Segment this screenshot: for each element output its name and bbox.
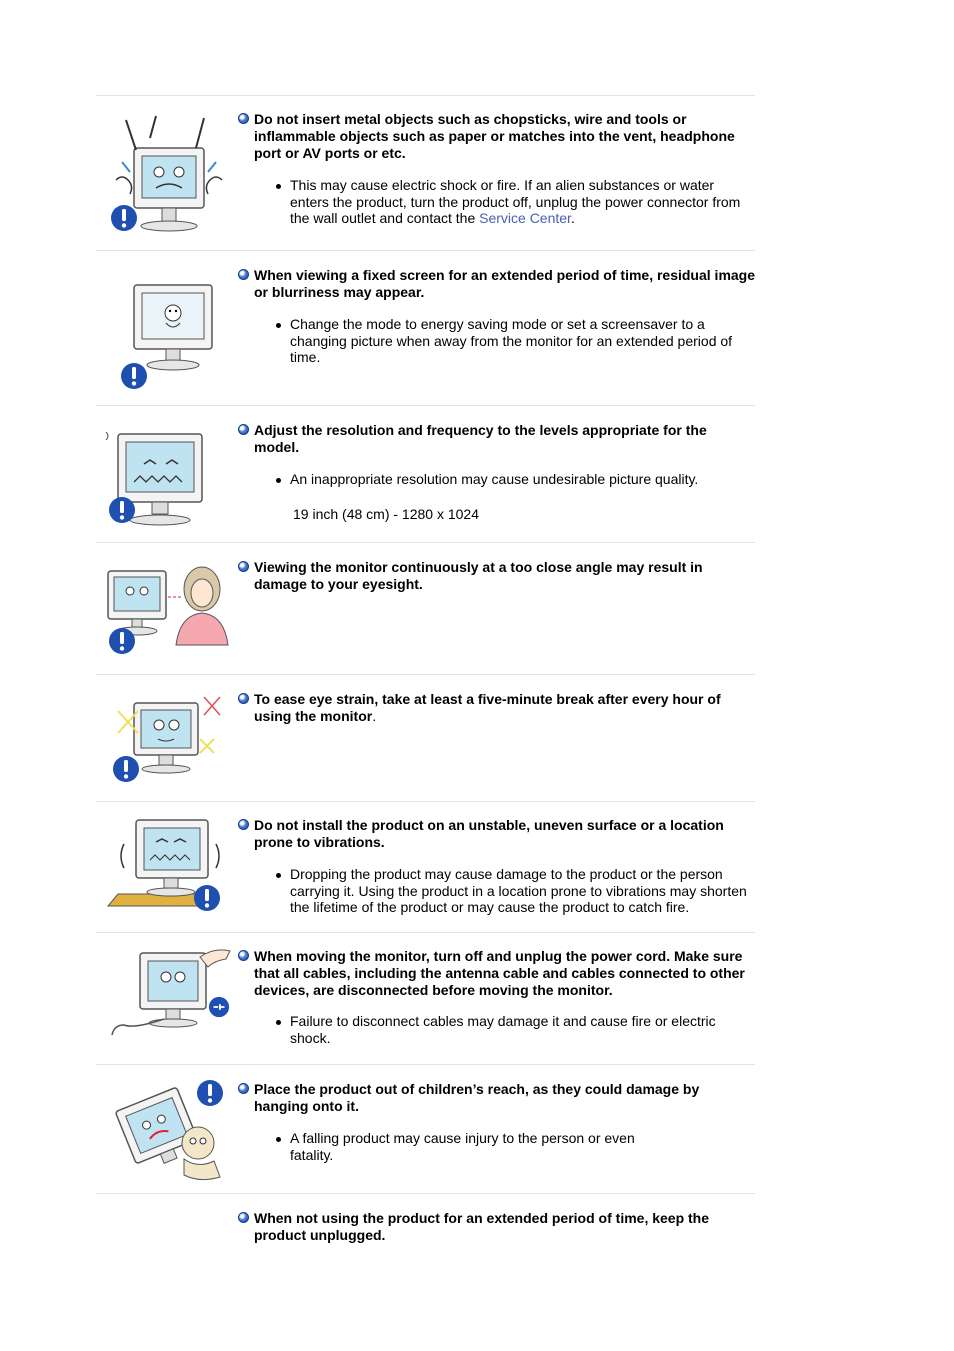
bullet-icon <box>238 950 249 961</box>
warning-icon <box>110 204 138 232</box>
section-details <box>274 316 754 366</box>
warning-icon <box>112 755 140 783</box>
safety-item-unplug-unused <box>96 1202 755 1262</box>
section-details <box>274 1130 654 1163</box>
service-center-link[interactable]: Service Center <box>479 210 571 226</box>
section-details <box>274 1013 754 1046</box>
monitor-viewer-illustration <box>104 561 234 691</box>
safety-item-children <box>96 1073 755 1189</box>
warning-icon <box>108 627 136 655</box>
bullet-icon <box>238 269 249 280</box>
section-details <box>274 471 754 488</box>
warning-icon <box>108 496 136 524</box>
safety-item-resolution <box>96 414 755 538</box>
warning-icon <box>196 1079 224 1107</box>
monitor-resolution-illustration <box>104 424 234 554</box>
separator <box>96 95 755 96</box>
list-item: A falling product may cause injury to the person or even fatality. <box>274 1130 654 1163</box>
monitor-vibration-illustration <box>104 814 234 944</box>
bullet-icon <box>238 1212 249 1223</box>
warning-icon <box>120 362 148 390</box>
section-details <box>274 177 754 227</box>
section-heading: Place the product out of children’s reach, as they could damage by hanging onto it. <box>238 1081 755 1115</box>
section-heading: Do not insert metal objects such as chopsticks, wire and tools or inflammable objects such as paper or matches into the vent, headphone port or AV ports or etc. <box>238 111 755 162</box>
section-heading: Viewing the monitor continuously at a too close angle may result in damage to your eyesight. <box>238 559 755 593</box>
safety-item-unstable-surface <box>96 810 755 928</box>
section-heading: To ease eye strain, take at least a five-minute break after every hour of using the monitor. <box>238 691 755 725</box>
bullet-icon <box>238 424 249 435</box>
section-details <box>274 866 754 916</box>
section-heading: Adjust the resolution and frequency to the levels appropriate for the model. <box>238 422 755 456</box>
bullet-icon <box>238 1083 249 1094</box>
section-heading: When viewing a fixed screen for an extended period of time, residual image or blurriness may appear. <box>238 267 755 301</box>
list-item: This may cause electric shock or fire. If an alien substances or water enters the product, turn the product off, unplug the power connector from the wall outlet and contact the Service Center. <box>274 177 754 227</box>
list-item: Change the mode to energy saving mode or set a screensaver to a changing picture when away from the monitor for an extended period of time. <box>274 316 754 366</box>
bullet-icon <box>238 693 249 704</box>
list-item: Failure to disconnect cables may damage it and cause fire or electric shock. <box>274 1013 754 1046</box>
safety-item-eye-strain <box>96 683 755 797</box>
list-item: Dropping the product may cause damage to the product or the person carrying it. Using the product in a location prone to vibrations may shorten the lifetime of the product or may cause the product to catch fire. <box>274 866 754 916</box>
safety-item-viewing-angle <box>96 551 755 669</box>
resolution-spec: 19 inch (48 cm) - 1280 x 1024 <box>293 506 479 522</box>
safety-item-fixed-screen <box>96 259 755 399</box>
safety-item-metal-objects <box>96 104 755 244</box>
separator <box>96 250 755 251</box>
bullet-icon <box>238 113 249 124</box>
bullet-icon <box>238 819 249 830</box>
section-heading: When not using the product for an extended period of time, keep the product unplugged. <box>238 1210 755 1244</box>
safety-item-moving-monitor <box>96 941 755 1059</box>
list-item: An inappropriate resolution may cause undesirable picture quality. <box>274 471 754 488</box>
warning-icon <box>193 884 221 912</box>
bullet-icon <box>238 561 249 572</box>
section-heading: When moving the monitor, turn off and unplug the power cord. Make sure that all cables, including the antenna cable and cables connected to other devices, are disconnected before moving the monitor. <box>238 948 755 999</box>
section-heading: Do not install the product on an unstable, uneven surface or a location prone to vibrations. <box>238 817 755 851</box>
plug-icon <box>208 996 230 1018</box>
separator <box>96 405 755 406</box>
